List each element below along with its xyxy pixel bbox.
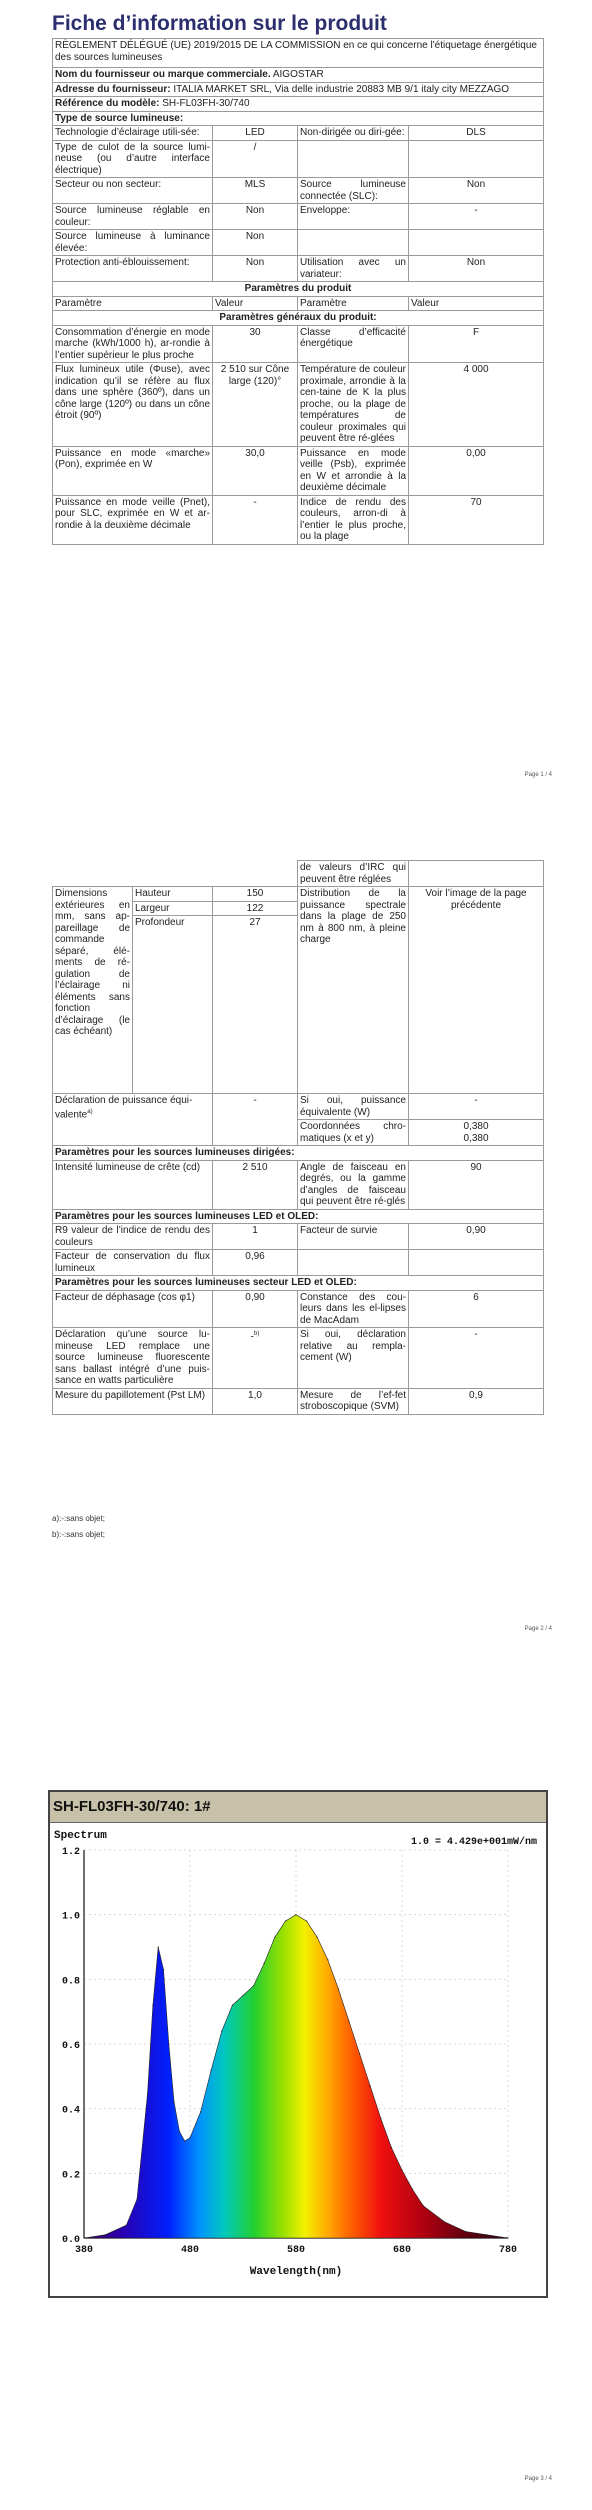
column-headers bbox=[53, 296, 544, 311]
cell-label: Puissance en mode veille (Psb), exprimée en W et arrondie à la deuxième décimale bbox=[298, 446, 409, 495]
supplier-value: AIGOSTAR bbox=[272, 69, 324, 80]
y-tick-label: 0.4 bbox=[61, 2105, 80, 2117]
cell-label: Utilisation avec un variateur: bbox=[298, 256, 409, 282]
data-point bbox=[147, 2092, 148, 2093]
regulation-text: RÈGLEMENT DÉLÉGUÉ (UE) 2019/2015 DE LA COMMISSION en ce qui concerne l'étiquetage énergétique des sources lumineuses bbox=[53, 39, 544, 68]
cell-value: - bbox=[213, 495, 298, 544]
cell-label: Puissance en mode «marche» (Pon), exprimée en W bbox=[53, 446, 213, 495]
data-point bbox=[338, 1988, 339, 1989]
data-point bbox=[105, 2234, 106, 2235]
cell-value: 2 510 bbox=[213, 1160, 298, 1209]
data-point bbox=[189, 2137, 190, 2138]
cell-label: de valeurs d’IRC qui peuvent être réglées bbox=[298, 861, 409, 887]
data-point bbox=[179, 2131, 180, 2132]
column-header: Valeur bbox=[409, 296, 544, 311]
mains-heading: Paramètres pour les sources lumineuses secteur LED et OLED: bbox=[53, 1276, 544, 1291]
cell-value: 1 bbox=[213, 1224, 298, 1250]
spectrum-area bbox=[84, 1915, 508, 2238]
table-row bbox=[53, 178, 544, 204]
spectrum-header bbox=[50, 1792, 546, 1823]
data-point bbox=[221, 2031, 222, 2032]
cell-label: Constance des cou-leurs dans les el-lipses de MacAdam bbox=[298, 1290, 409, 1328]
cell-label: R9 valeur de l’indice de rendu des couleurs bbox=[53, 1224, 213, 1250]
cell-label: Consommation d’énergie en mode marche (kWh/1000 h), ar-rondie à l’entier supérieur le plus proche bbox=[53, 325, 213, 363]
product-params-table bbox=[52, 860, 544, 1415]
empty-cell bbox=[53, 861, 298, 887]
params-heading: Paramètres du produit bbox=[53, 282, 544, 297]
table-row bbox=[53, 325, 544, 363]
column-header: Valeur bbox=[213, 296, 298, 311]
dimensions-label: Dimensions extérieures en mm, sans ap-pareillage de commande séparé, élé-ments de ré-gulation de l’éclairage ni éléments sans fonction d’éclairage (le cas échéant) bbox=[53, 887, 133, 1094]
data-point bbox=[232, 2005, 233, 2006]
cell-value: Non bbox=[409, 256, 544, 282]
dimension-name: Hauteur bbox=[133, 887, 213, 902]
chart-title: Spectrum bbox=[54, 1830, 107, 1842]
table-row bbox=[53, 204, 544, 230]
cell-value: 0,90 bbox=[409, 1224, 544, 1250]
data-point bbox=[359, 2053, 360, 2054]
column-header: Paramètre bbox=[298, 296, 409, 311]
cell-label bbox=[298, 230, 409, 256]
cell-value: F bbox=[409, 325, 544, 363]
cell-value: - bbox=[409, 1094, 544, 1120]
table-row bbox=[53, 446, 544, 495]
table-row bbox=[53, 1094, 544, 1120]
dimension-value: 27 bbox=[213, 916, 298, 1094]
cell-label: Mesure du papillotement (Pst LM) bbox=[53, 1388, 213, 1414]
data-point bbox=[253, 1985, 254, 1986]
data-point bbox=[83, 2237, 84, 2238]
cell-label bbox=[53, 1094, 213, 1146]
data-point bbox=[264, 1963, 265, 1964]
cell-value: LED bbox=[213, 126, 298, 141]
general-heading: Paramètres généraux du produit: bbox=[53, 311, 544, 326]
data-point bbox=[295, 1914, 296, 1915]
table-row bbox=[53, 256, 544, 282]
data-point bbox=[391, 2147, 392, 2148]
cell-label: Angle de faisceau en degrés, ou la gamme d’angles de faisceau qui peuvent être ré-glés bbox=[298, 1160, 409, 1209]
model-value: SH-FL03FH-30/740 bbox=[162, 98, 250, 109]
cell-value: 0,9 bbox=[409, 1388, 544, 1414]
cell-value: 30,0 bbox=[213, 446, 298, 495]
table-row bbox=[53, 1224, 544, 1250]
y-tick-label: 1.0 bbox=[61, 1911, 80, 1923]
cell-label: Puissance en mode veille (Pnet), pour SLC, exprimée en W et ar-rondie à la deuxième décimale bbox=[53, 495, 213, 544]
y-tick-label: 0.2 bbox=[61, 2170, 80, 2182]
cell-label: Mesure de l’ef-fet stroboscopique (SVM) bbox=[298, 1388, 409, 1414]
spectral-value: Voir l’image de la page précédente bbox=[409, 887, 544, 1094]
cell-label: Facteur de survie bbox=[298, 1224, 409, 1250]
data-point bbox=[126, 2225, 127, 2226]
data-point bbox=[136, 2199, 137, 2200]
spectrum-figure bbox=[48, 1790, 548, 2298]
empty-cell bbox=[409, 1250, 544, 1276]
empty-cell bbox=[298, 1250, 409, 1276]
data-point bbox=[317, 1937, 318, 1938]
chart-annotation: 1.0 = 4.429e+001mW/nm bbox=[410, 1837, 537, 1848]
cell-label: Enveloppe: bbox=[298, 204, 409, 230]
data-point bbox=[327, 1959, 328, 1960]
table-row bbox=[53, 363, 544, 447]
y-tick-label: 0.8 bbox=[61, 1976, 80, 1988]
y-tick-label: 1.2 bbox=[61, 1847, 80, 1858]
cell-label bbox=[298, 140, 409, 178]
data-point bbox=[380, 2118, 381, 2119]
data-point bbox=[158, 1946, 159, 1947]
cell-value: MLS bbox=[213, 178, 298, 204]
data-point bbox=[163, 1969, 164, 1970]
address-label: Adresse du fournisseur: bbox=[55, 83, 171, 95]
led-heading: Paramètres pour les sources lumineuses LED et OLED: bbox=[53, 1209, 544, 1224]
table-row bbox=[53, 1328, 544, 1389]
cell-value bbox=[409, 230, 544, 256]
x-axis-label: Wavelength(nm) bbox=[249, 2266, 343, 2278]
cell-label: Classe d’efficacité énergétique bbox=[298, 325, 409, 363]
cell-label: Facteur de déphasage (cos φ1) bbox=[53, 1290, 213, 1328]
page-number: Page 3 / 4 bbox=[524, 2476, 552, 2482]
cell-value: / bbox=[213, 140, 298, 178]
data-point bbox=[412, 2189, 413, 2190]
model-row bbox=[53, 97, 544, 112]
cell-label: Protection anti-éblouissement: bbox=[53, 256, 213, 282]
data-point bbox=[348, 2021, 349, 2022]
cell-label: Technologie d’éclairage utili-sée: bbox=[53, 126, 213, 141]
table-row bbox=[53, 861, 544, 887]
table-row bbox=[53, 1160, 544, 1209]
spectrum-chart bbox=[50, 1824, 542, 2292]
x-tick-label: 380 bbox=[74, 2245, 94, 2256]
supplier-label: Nom du fournisseur ou marque commerciale. bbox=[55, 69, 271, 80]
data-point bbox=[486, 2234, 487, 2235]
cell-label: Type de culot de la source lumi-neuse (ou d’autre interface électrique) bbox=[53, 140, 213, 178]
cell-value: 2 510 sur Cône large (120)° bbox=[213, 363, 298, 447]
data-point bbox=[274, 1937, 275, 1938]
cell-label: Si oui, déclaration relative au rempla-cement (W) bbox=[298, 1328, 409, 1389]
cell-value bbox=[213, 1328, 298, 1389]
page-title: Fiche d’information sur le produit bbox=[52, 12, 387, 35]
page-2 bbox=[0, 838, 592, 1660]
cell-label: Si oui, puissance équivalente (W) bbox=[298, 1094, 409, 1120]
cell-label: Déclaration qu’une source lu-mineuse LED remplace une source lumineuse fluorescente sans ballast intégré d’une puis-sance en watts particulière bbox=[53, 1328, 213, 1389]
x-tick-label: 680 bbox=[392, 2245, 412, 2256]
dimension-value: 150 bbox=[213, 887, 298, 902]
cell-value: 90 bbox=[409, 1160, 544, 1209]
cell-label: Source lumineuse à luminance élevée: bbox=[53, 230, 213, 256]
cell-value: 4 000 bbox=[409, 363, 544, 447]
cell-label: Intensité lumineuse de crête (cd) bbox=[53, 1160, 213, 1209]
column-header: Paramètre bbox=[53, 296, 213, 311]
cell-value: 0,00 bbox=[409, 446, 544, 495]
cell-label: Indice de rendu des couleurs, arron-di à l’entier le plus proche, ou la plage bbox=[298, 495, 409, 544]
table-row bbox=[53, 887, 544, 902]
table-row bbox=[53, 1388, 544, 1414]
x-tick-label: 580 bbox=[286, 2245, 306, 2256]
page-number: Page 1 / 4 bbox=[524, 772, 552, 778]
cell-value: 70 bbox=[409, 495, 544, 544]
product-info-table bbox=[52, 38, 544, 545]
data-point bbox=[242, 1995, 243, 1996]
cell-value: - bbox=[213, 1094, 298, 1146]
cell-value: - bbox=[409, 204, 544, 230]
directed-heading: Paramètres pour les sources lumineuses dirigées: bbox=[53, 1146, 544, 1161]
table-row bbox=[53, 230, 544, 256]
page-3 bbox=[0, 1690, 592, 2510]
dimension-name: Profondeur bbox=[133, 916, 213, 1094]
equiv-label: Déclaration de puissance équi-valente bbox=[55, 1095, 193, 1120]
y-tick-label: 0.0 bbox=[61, 2235, 80, 2246]
source-type-heading: Type de source lumineuse: bbox=[53, 111, 544, 126]
cell-value: 0,380 0,380 bbox=[409, 1120, 544, 1146]
data-point bbox=[211, 2069, 212, 2070]
table-row bbox=[53, 1290, 544, 1328]
address-row bbox=[53, 82, 544, 97]
cell-label: Non-dirigée ou diri-gée: bbox=[298, 126, 409, 141]
table-row bbox=[53, 495, 544, 544]
cell-value: Non bbox=[409, 178, 544, 204]
cell-label: Coordonnées chro-matiques (x et y) bbox=[298, 1120, 409, 1146]
data-point bbox=[465, 2231, 466, 2232]
cell-value bbox=[409, 140, 544, 178]
cell-value: Non bbox=[213, 230, 298, 256]
cell-label: Température de couleur proximale, arrondie à la cen-taine de K la plus proche, ou la plage de températures de couleur proximales qui peuvent être ré-glées bbox=[298, 363, 409, 447]
data-point bbox=[444, 2221, 445, 2222]
dimension-name: Largeur bbox=[133, 901, 213, 916]
empty-cell bbox=[409, 861, 544, 887]
y-tick-label: 0.6 bbox=[61, 2041, 80, 2052]
footnote-ref: b) bbox=[254, 1331, 260, 1337]
x-tick-label: 780 bbox=[498, 2245, 518, 2256]
table-row bbox=[53, 126, 544, 141]
data-point bbox=[200, 2111, 201, 2112]
table-row bbox=[53, 1250, 544, 1276]
spectral-label: Distribution de la puissance spectrale dans la plage de 250 nm à 800 nm, à pleine charge bbox=[298, 887, 409, 1094]
cell-value: Non bbox=[213, 204, 298, 230]
data-point bbox=[507, 2237, 508, 2238]
data-point bbox=[306, 1921, 307, 1922]
footnote-a: a):-:sans objet; bbox=[52, 1514, 105, 1523]
cell-label: Facteur de conservation du flux lumineux bbox=[53, 1250, 213, 1276]
model-label: Référence du modèle: bbox=[55, 98, 160, 109]
table-row bbox=[53, 140, 544, 178]
replace-value: - bbox=[250, 1331, 254, 1343]
cell-value: DLS bbox=[409, 126, 544, 141]
supplier-row bbox=[53, 68, 544, 83]
cell-value: - bbox=[409, 1328, 544, 1389]
x-tick-label: 480 bbox=[180, 2245, 200, 2256]
data-point bbox=[168, 2043, 169, 2044]
footnote-b: b):-:sans objet; bbox=[52, 1530, 105, 1539]
cell-label: Secteur ou non secteur: bbox=[53, 178, 213, 204]
cell-label: Source lumineuse réglable en couleur: bbox=[53, 204, 213, 230]
cell-value: 0,96 bbox=[213, 1250, 298, 1276]
data-point bbox=[174, 2102, 175, 2103]
data-point bbox=[423, 2205, 424, 2206]
data-point bbox=[152, 2005, 153, 2006]
data-point bbox=[184, 2140, 185, 2141]
cell-value: 0,90 bbox=[213, 1290, 298, 1328]
data-point bbox=[401, 2170, 402, 2171]
cell-value: 1,0 bbox=[213, 1388, 298, 1414]
footnote-ref: a) bbox=[87, 1108, 93, 1115]
cell-label: Flux lumineux utile (Φuse), avec indication qu’il se réfère au flux dans une sphère (360º), dans un cône large (120º) ou dans un cône étroit (90º) bbox=[53, 363, 213, 447]
page-1 bbox=[0, 0, 592, 800]
cell-value: 6 bbox=[409, 1290, 544, 1328]
spectrum-header-title: SH-FL03FH-30/740: 1# bbox=[53, 1798, 211, 1815]
cell-value: Non bbox=[213, 256, 298, 282]
dimension-value: 122 bbox=[213, 901, 298, 916]
page-number: Page 2 / 4 bbox=[524, 1626, 552, 1632]
data-point bbox=[285, 1921, 286, 1922]
cell-label: Source lumineuse connectée (SLC): bbox=[298, 178, 409, 204]
cell-value: 30 bbox=[213, 325, 298, 363]
data-point bbox=[370, 2085, 371, 2086]
address-value: ITALIA MARKET SRL, Via delle industrie 20883 MB 9/1 italy city MEZZAGO bbox=[173, 83, 510, 95]
